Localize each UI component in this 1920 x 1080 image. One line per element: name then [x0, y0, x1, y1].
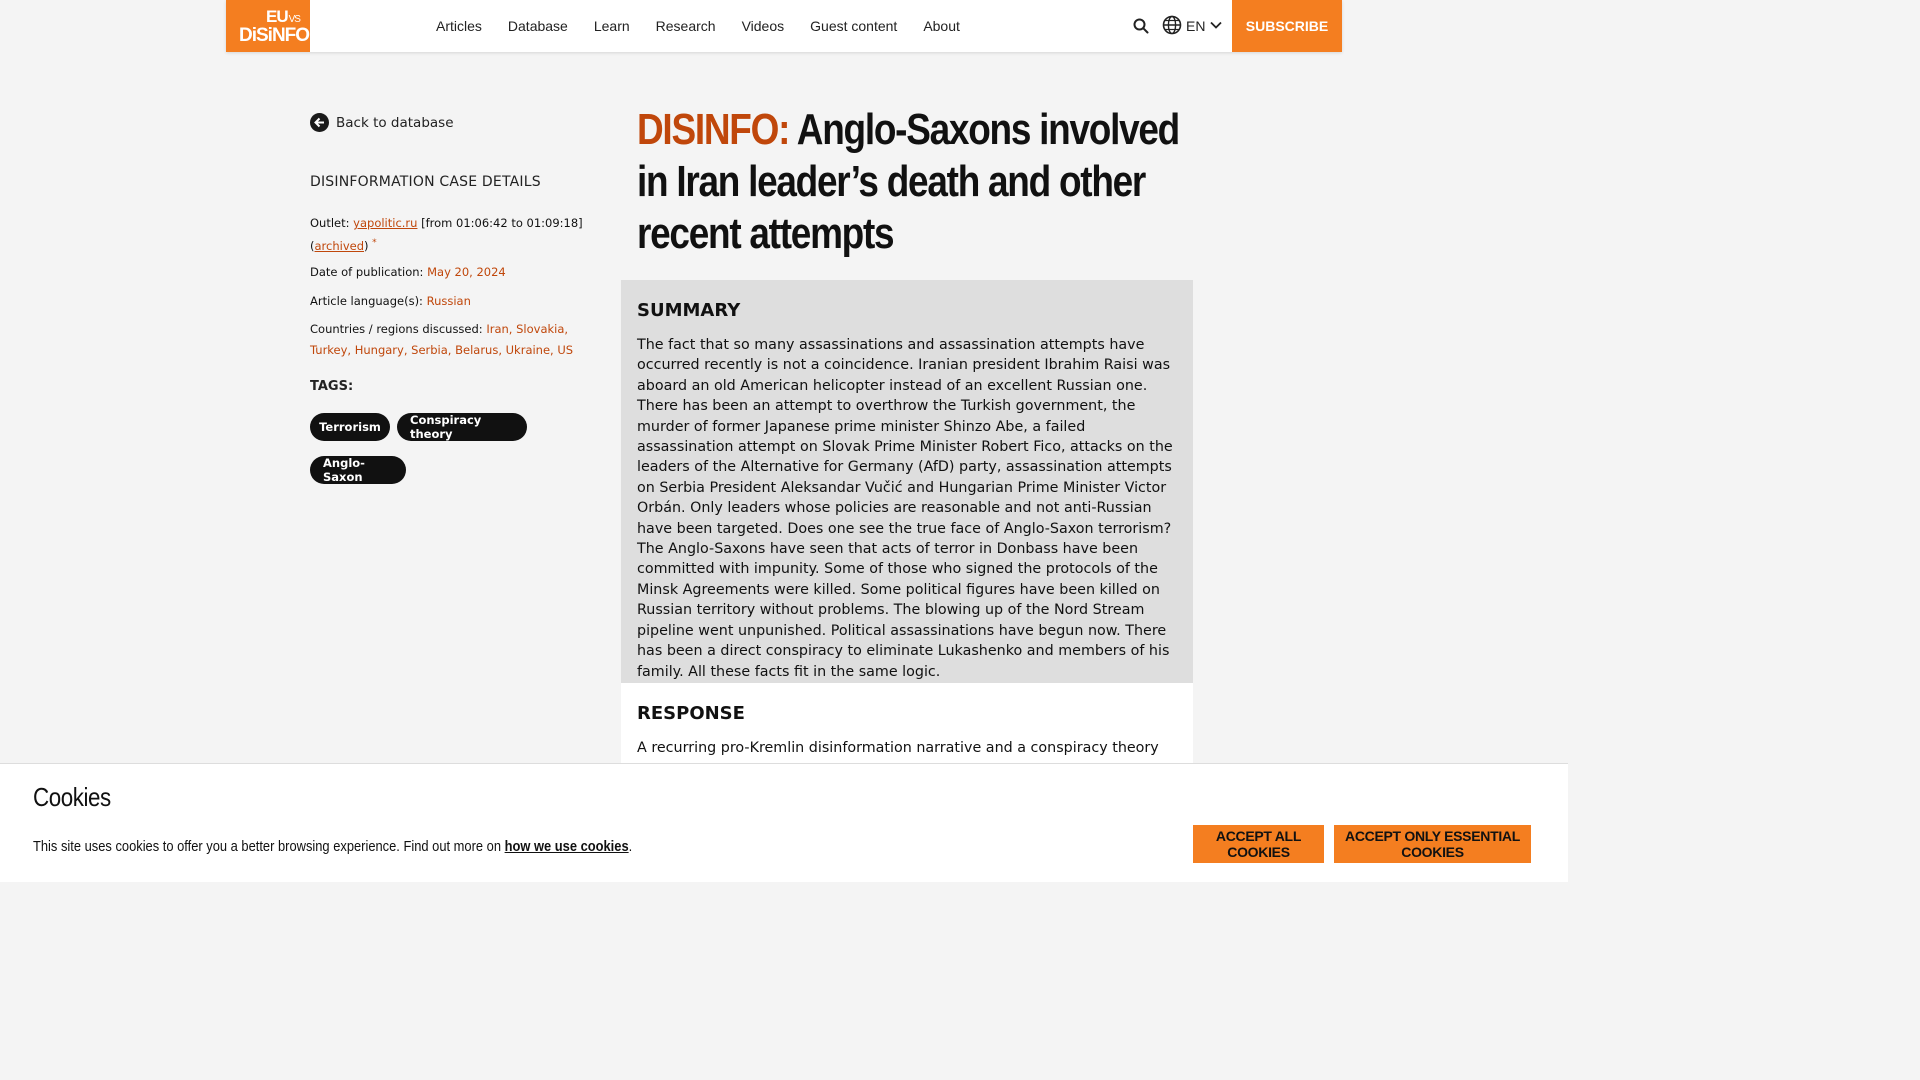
accept-all-cookies-button[interactable]: ACCEPT ALL COOKIES	[1193, 825, 1324, 863]
article-language-label: Article language(s):	[310, 294, 423, 308]
main-nav	[436, 0, 986, 52]
nav-videos[interactable]: Videos	[741, 18, 785, 34]
arrow-left-icon	[310, 113, 329, 132]
date-label: Date of publication:	[310, 265, 424, 279]
nav-guest-content[interactable]: Guest content	[810, 18, 898, 34]
title-prefix: DISINFO:	[637, 105, 790, 154]
summary-section	[621, 280, 1193, 683]
cookie-text-body: This site uses cookies to offer you a better browsing experience. Find out more on	[33, 838, 502, 855]
cookie-policy-link[interactable]: how we use cookies	[504, 838, 629, 855]
tags-label: TAGS:	[310, 379, 354, 394]
chevron-down-icon	[1209, 18, 1223, 35]
outlet-info: Outlet: yapolitic.ru [from 01:06:42 to 01:09:18] (archived) *	[310, 216, 583, 253]
countries-info	[310, 319, 610, 361]
case-details-title: DISINFORMATION CASE DETAILS	[310, 174, 541, 190]
cookie-banner	[0, 763, 1568, 882]
cookie-title: Cookies	[33, 782, 111, 812]
response-text: A recurring pro-Kremlin disinformation narrative and a conspiracy theory	[637, 740, 1159, 756]
date-value[interactable]: May 20, 2024	[427, 265, 506, 279]
archived-marker: *	[372, 238, 377, 248]
page-title	[637, 104, 1208, 260]
nav-database[interactable]: Database	[507, 18, 568, 34]
countries-value[interactable]: Iran, Slovakia, Turkey, Hungary, Serbia, Belarus, Ukraine, US	[310, 322, 574, 357]
nav-learn[interactable]: Learn	[593, 18, 630, 34]
tag-terrorism[interactable]: Terrorism	[310, 413, 390, 441]
archived-link[interactable]: archived	[314, 238, 365, 253]
tag-conspiracy-theory[interactable]: Conspiracy theory	[397, 413, 527, 441]
outlet-range: [from 01:06:42 to 01:09:18]	[421, 216, 583, 230]
site-header	[226, 0, 1342, 52]
tag-anglo-saxon[interactable]: Anglo-Saxon	[310, 456, 406, 484]
accept-essential-cookies-button[interactable]: ACCEPT ONLY ESSENTIAL COOKIES	[1334, 825, 1531, 863]
site-logo[interactable]	[226, 0, 310, 52]
nav-articles[interactable]: Articles	[436, 18, 482, 34]
logo-disinfo: DiSiNFO	[239, 25, 310, 46]
language-info	[310, 291, 610, 311]
cookie-text	[33, 838, 632, 855]
date-info	[310, 262, 610, 282]
search-icon[interactable]	[1132, 17, 1150, 35]
back-to-database-link[interactable]	[310, 113, 454, 132]
logo-vs: VS	[288, 14, 300, 25]
subscribe-button[interactable]: SUBSCRIBE	[1232, 0, 1342, 52]
article-language-value[interactable]: Russian	[426, 294, 471, 308]
nav-research[interactable]: Research	[655, 18, 716, 34]
summary-text: The fact that so many assassinations and assassination attempts have occurred recently is not a coincidence. Iranian president Ibrahim Raisi was aboard an old American helicopter instead of an excellent Russian one. There has been an attempt to overthrow the Turkish government, the murder of former Japanese prime minister Shinzo Abe, a failed assassination attempt on Slovak Prime Minister Robert Fico, attacks on the leaders of the Alternative for Germany (AfD) party, assassination attempts on Serbia President Aleksandar Vučić and Hungarian Prime Minister Victor Orbán. Only leaders whose policies are reasonable and not anti-Russian have been targeted. Does one see the true face of Anglo-Saxon terrorism? The Anglo-Saxons have seen that acts of terror in Donbass have been committed with impunity. Some of those who signed the protocols of the Minsk Agreements were killed. Some political figures have been killed on Russian territory without problems. The blowing up of the Nord Stream pipeline went unpunished. Political assassinations have begun now. There has been a direct conspiracy to eliminate Lukashenko and members of his family. All these facts fit in the same logic.	[637, 337, 1173, 680]
title-text: Anglo-Saxons involved in Iran leader’s death and other recent attempts	[637, 105, 1179, 258]
summary-heading: SUMMARY	[637, 300, 741, 321]
language-label: EN	[1186, 18, 1206, 34]
nav-about[interactable]: About	[923, 18, 960, 34]
language-selector[interactable]	[1162, 16, 1223, 36]
response-heading: RESPONSE	[637, 703, 745, 724]
back-label: Back to database	[336, 114, 454, 131]
cookie-text-period: .	[628, 838, 633, 855]
countries-label: Countries / regions discussed:	[310, 322, 483, 336]
outlet-link[interactable]: yapolitic.ru	[353, 216, 418, 230]
globe-icon	[1162, 15, 1182, 38]
outlet-label: Outlet:	[310, 216, 350, 230]
logo-eu: EU	[266, 7, 288, 26]
